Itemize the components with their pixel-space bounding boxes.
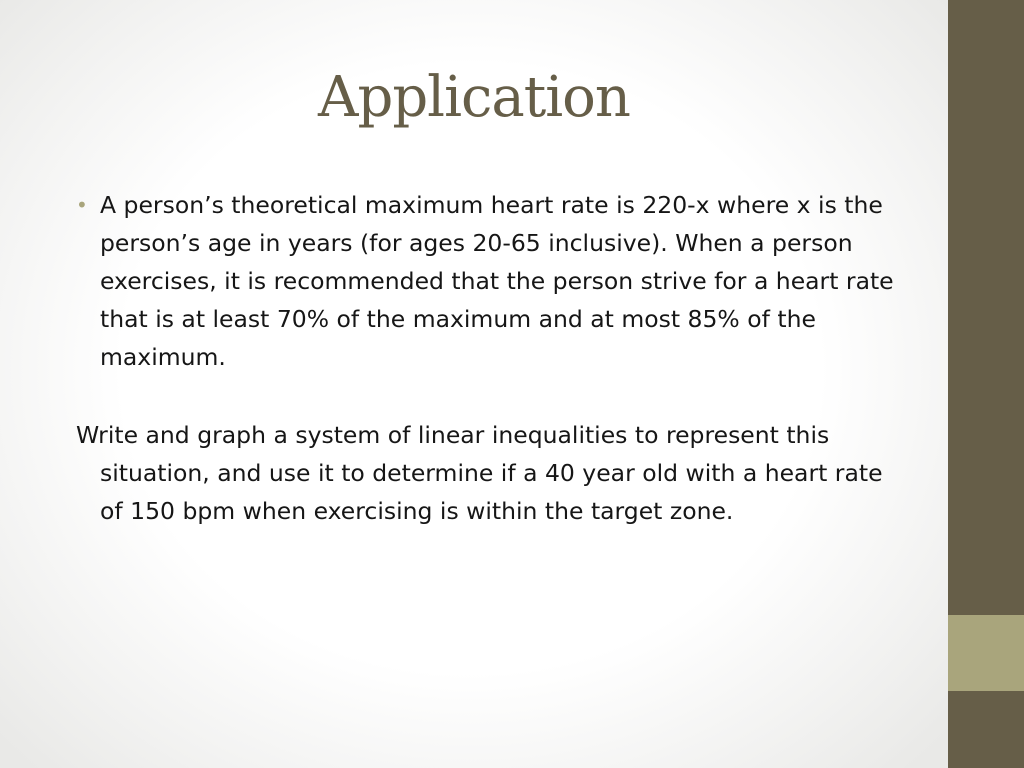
bullet-item: [76, 186, 906, 376]
bullet-icon: •: [76, 193, 88, 217]
bullet-text: A person’s theoretical maximum heart rate is 220-x where x is the person’s age in years (for ages 20-65 inclusive). When a person exercises, it is recommended that the person strive for a heart rate that is at least 70% of the maximum and at most 85% of the maximum.: [100, 191, 894, 371]
side-accent-block: [948, 615, 1024, 691]
instruction-paragraph: Write and graph a system of linear inequalities to represent this situation, and use it to determine if a 40 year old with a heart rate of 150 bpm when exercising is within the target zone.: [76, 421, 883, 525]
slide-content: [76, 186, 906, 530]
slide-title: Application: [318, 65, 630, 130]
